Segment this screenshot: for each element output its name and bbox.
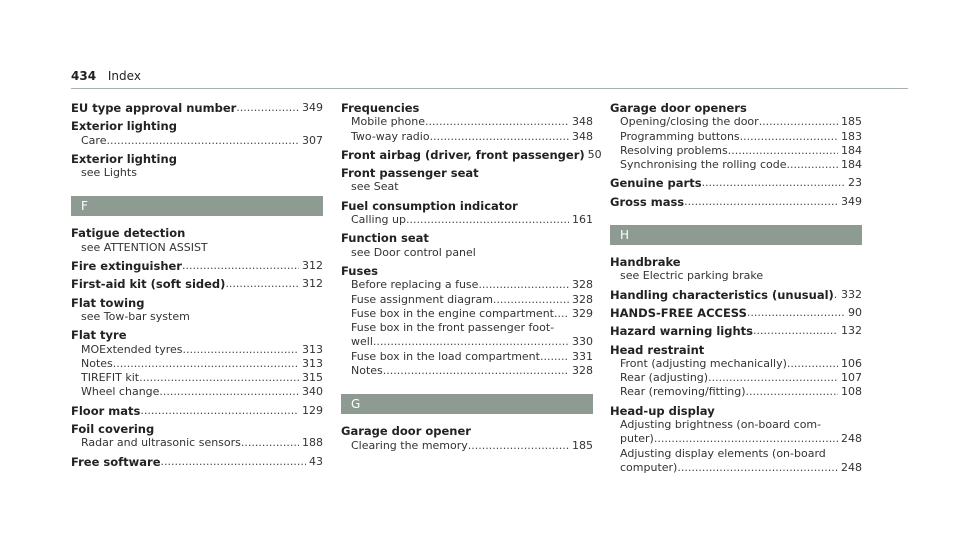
dot-leader (654, 432, 838, 446)
sub-entry[interactable] (71, 436, 323, 450)
index-term: EU type approval number (71, 101, 237, 115)
entry-gap (341, 453, 593, 457)
index-term: Free software (71, 454, 161, 469)
dot-leader (159, 385, 299, 399)
index-term: Fuses (341, 263, 378, 278)
index-entry (610, 101, 862, 172)
sub-entry-text: Front (adjusting mechanically) (620, 356, 787, 370)
index-entry (71, 277, 323, 291)
index-entry (71, 328, 323, 399)
sub-entry[interactable] (71, 343, 323, 357)
index-entry (71, 101, 323, 115)
index-entry (71, 119, 323, 148)
sub-entry-text: Synchronising the rolling code (620, 158, 787, 172)
sub-entry-text: Before replacing a fuse (351, 278, 479, 292)
index-entry-heading[interactable] (71, 328, 323, 342)
entry-gap (71, 180, 323, 184)
dot-leader (430, 130, 569, 144)
sub-entry[interactable] (71, 385, 323, 399)
index-column-3 (610, 101, 862, 479)
index-entry (610, 306, 862, 320)
dot-leader (747, 306, 845, 320)
sub-entry-text: computer) (620, 460, 678, 474)
page-ref: 106 (841, 356, 862, 370)
sub-entry-text: Rear (adjusting) (620, 371, 709, 385)
index-term: Fuel consumption indicator (341, 198, 518, 213)
index-entry-heading[interactable] (610, 195, 862, 209)
sub-entry-text: puter) (620, 432, 654, 446)
index-entry-heading[interactable] (610, 176, 862, 190)
page-ref: 313 (302, 356, 323, 370)
index-column-2 (341, 101, 602, 457)
sub-entry[interactable] (341, 335, 593, 349)
see-reference[interactable]: see Tow-bar system (81, 309, 190, 323)
index-term: Head restraint (610, 342, 705, 357)
index-entry (71, 226, 323, 255)
sub-entry-wrapped-line: Fuse box in the front passenger foot- (351, 321, 555, 335)
page-ref: 328 (572, 278, 593, 292)
index-entry-heading[interactable] (71, 119, 323, 133)
index-entry-heading[interactable] (610, 324, 862, 338)
index-entry (610, 324, 862, 338)
index-term: Front airbag (driver, front passenger) (341, 147, 585, 162)
dot-leader (540, 350, 569, 364)
index-entry-heading[interactable] (71, 226, 323, 240)
page-number: 434 (71, 69, 97, 83)
page-ref: 312 (302, 277, 323, 291)
sub-entry-text: Wheel change (81, 385, 160, 399)
page-ref: 313 (302, 342, 323, 356)
sub-entry[interactable] (341, 278, 593, 292)
dot-leader (236, 101, 299, 115)
dot-leader (182, 259, 299, 273)
sub-entry[interactable] (71, 134, 323, 148)
index-entry (341, 199, 593, 228)
index-entry-heading[interactable] (71, 404, 323, 418)
sub-entry-wrapped-line: Adjusting brightness (on-board com- (620, 418, 822, 432)
see-reference[interactable]: see Door control panel (351, 245, 476, 259)
sub-entry[interactable] (610, 371, 862, 385)
entry-gap (341, 378, 593, 382)
page-ref: 312 (302, 259, 323, 273)
index-entry-heading[interactable] (341, 231, 593, 245)
sub-entry[interactable] (341, 350, 593, 364)
sub-entry[interactable] (341, 364, 593, 378)
see-reference[interactable]: see Seat (351, 180, 399, 194)
dot-leader (106, 134, 299, 148)
dot-leader (702, 176, 845, 190)
page-ref: 328 (572, 292, 593, 306)
header-title: Index (107, 69, 141, 83)
page-ref: 348 (572, 129, 593, 143)
page-ref: 248 (841, 460, 862, 474)
sub-entry[interactable] (610, 130, 862, 144)
sub-entry-text: Clearing the memory (351, 438, 468, 452)
sub-entry-wrapped-line: Adjusting display elements (on-board (620, 446, 826, 460)
see-reference[interactable]: see Lights (81, 166, 137, 180)
dot-leader (493, 293, 569, 307)
page-ref: 161 (572, 213, 593, 227)
index-entry-heading[interactable] (341, 147, 602, 162)
index-entry-heading[interactable] (610, 306, 862, 320)
index-term: Flat tyre (71, 328, 127, 343)
index-column-1 (71, 101, 323, 473)
sub-entry[interactable] (610, 158, 862, 172)
page-ref: 349 (841, 194, 862, 208)
sub-entry[interactable] (71, 357, 323, 371)
dot-leader (161, 455, 307, 469)
letter-heading-h: H (610, 225, 862, 245)
sub-entry-text: Fuse assignment diagram (351, 292, 493, 306)
index-entry (610, 176, 862, 190)
page-ref: 43 (309, 454, 323, 468)
page-ref: 349 (302, 101, 323, 114)
page-ref: 184 (841, 143, 862, 157)
dot-leader (478, 278, 569, 292)
page-ref: 315 (302, 371, 323, 385)
index-term: Frequencies (341, 101, 420, 115)
dot-leader (406, 213, 569, 227)
page-ref: 107 (841, 371, 862, 385)
page-ref: 307 (302, 133, 323, 147)
index-term: Exterior lighting (71, 151, 177, 166)
header-rule (71, 88, 908, 89)
dot-leader (373, 335, 569, 349)
sub-entry-text: Notes (81, 356, 113, 370)
index-term: Handbrake (610, 255, 681, 270)
sub-entry-text: Radar and ultrasonic sensors (81, 436, 241, 450)
page-ref: 331 (572, 349, 593, 363)
index-entry (71, 404, 323, 418)
index-entry (341, 231, 593, 260)
sub-entry-text: Care (81, 133, 107, 147)
page-ref: 185 (841, 115, 862, 129)
index-entry-heading[interactable] (341, 166, 593, 180)
page-ref: 108 (841, 385, 862, 399)
index-entry (71, 422, 323, 451)
page-header (71, 69, 141, 83)
sub-entry-text: Two-way radio (351, 129, 430, 143)
dot-leader (383, 364, 569, 378)
sub-entry[interactable] (610, 144, 862, 158)
entry-gap (610, 475, 862, 479)
index-entry (610, 343, 862, 400)
sub-entry[interactable] (341, 293, 593, 307)
index-entry (610, 288, 862, 302)
sub-entry-text: Rear (removing/fitting) (620, 385, 746, 399)
page-ref: 248 (841, 432, 862, 446)
index-entry (71, 152, 323, 181)
dot-leader (139, 371, 299, 385)
index-term: Foil covering (71, 422, 155, 437)
page-ref: 183 (841, 129, 862, 143)
dot-leader (225, 277, 299, 291)
index-entry-heading[interactable] (71, 259, 323, 273)
index-term: Front passenger seat (341, 166, 479, 181)
sub-entry-text: Opening/closing the door (620, 115, 759, 129)
index-entry (610, 195, 862, 209)
dot-leader (140, 404, 299, 418)
index-term: Genuine parts (610, 176, 702, 191)
index-entry-heading[interactable] (71, 296, 323, 310)
page-ref: 90 (848, 305, 862, 319)
index-entry-heading[interactable] (610, 288, 862, 302)
index-term: Floor mats (71, 403, 141, 418)
dot-leader (113, 357, 299, 371)
sub-entry[interactable] (341, 213, 593, 227)
index-term: Handling characteristics (unusual) (610, 287, 834, 302)
index-entry (71, 259, 323, 273)
index-entry-heading[interactable] (71, 277, 323, 291)
index-term: Function seat (341, 231, 429, 246)
index-entry (610, 404, 862, 475)
dot-leader (241, 436, 299, 450)
dot-leader (746, 385, 838, 399)
page-ref: 329 (572, 306, 593, 320)
dot-leader (554, 307, 569, 321)
sub-entry[interactable] (610, 432, 862, 446)
sub-entry-text: Notes (351, 364, 383, 378)
dot-leader (740, 130, 838, 144)
sub-entry[interactable] (341, 130, 593, 144)
page-ref: 185 (572, 438, 593, 452)
index-entry-heading[interactable] (71, 422, 323, 436)
index-term: HANDS-FREE ACCESS (610, 305, 747, 320)
page-ref: 184 (841, 158, 862, 172)
sub-entry[interactable] (610, 461, 862, 475)
index-entry-heading[interactable] (610, 255, 862, 269)
dot-leader (183, 343, 300, 357)
sub-entry[interactable] (71, 371, 323, 385)
entry-gap (610, 209, 862, 213)
index-entry (341, 264, 593, 378)
sub-entry-text: Programming buttons (620, 129, 740, 143)
dot-leader (728, 144, 838, 158)
see-reference[interactable]: see Electric parking brake (620, 269, 764, 283)
page-ref: 50 (587, 147, 602, 161)
index-entry-heading[interactable] (71, 101, 323, 115)
sub-entry[interactable] (341, 439, 593, 453)
index-entry-heading[interactable] (71, 152, 323, 166)
index-term: Garage door openers (610, 101, 747, 115)
dot-leader (759, 115, 838, 129)
sub-entry[interactable] (610, 357, 862, 371)
index-entry-heading[interactable] (610, 343, 862, 357)
dot-leader (787, 357, 838, 371)
index-term: First-aid kit (soft sided) (71, 277, 226, 292)
dot-leader (708, 371, 838, 385)
sub-entry-text: Calling up (351, 213, 406, 227)
index-term: Garage door opener (341, 424, 471, 439)
index-entry (71, 455, 323, 469)
sub-entry-text: Mobile phone (351, 115, 426, 129)
sub-entry-text: Fuse box in the load compartment (351, 349, 540, 363)
page-ref: 328 (572, 364, 593, 378)
index-entry (341, 424, 593, 453)
index-entry (610, 255, 862, 284)
sub-entry[interactable] (341, 307, 593, 321)
index-entry (341, 101, 593, 144)
dot-leader (468, 439, 569, 453)
index-entry-heading[interactable] (610, 101, 862, 115)
sub-entry-text: MOExtended tyres (81, 342, 183, 356)
index-term: Flat towing (71, 295, 145, 310)
sub-entry[interactable] (610, 115, 862, 129)
index-entry (71, 296, 323, 325)
index-entry-heading[interactable] (341, 424, 593, 438)
entry-gap (71, 469, 323, 473)
sub-entry[interactable] (341, 115, 593, 129)
sub-entry-text: TIREFIT kit (81, 371, 140, 385)
page-ref: 340 (302, 385, 323, 399)
index-term: Gross mass (610, 194, 685, 209)
index-entry (341, 166, 593, 195)
page-ref: 132 (841, 324, 862, 338)
index-entry-heading[interactable] (71, 455, 323, 469)
index-entry-heading[interactable] (341, 264, 593, 278)
page-ref: 129 (302, 403, 323, 417)
sub-entry-text: Resolving problems (620, 143, 728, 157)
page-ref: 332 (841, 287, 862, 301)
dot-leader (425, 115, 569, 129)
dot-leader (684, 195, 838, 209)
index-term: Hazard warning lights (610, 324, 753, 339)
dot-leader (753, 324, 838, 338)
page-ref: 188 (302, 436, 323, 450)
dot-leader (786, 158, 838, 172)
index-term: Fatigue detection (71, 226, 186, 241)
letter-heading-f: F (71, 196, 323, 216)
page-ref: 348 (572, 115, 593, 129)
page-ref: 330 (572, 335, 593, 349)
index-entry (341, 147, 602, 162)
index-term: Fire extinguisher (71, 259, 182, 274)
see-reference[interactable]: see ATTENTION ASSIST (81, 240, 208, 254)
sub-entry-text: well (351, 335, 373, 349)
index-term: Exterior lighting (71, 119, 177, 134)
letter-heading-g: G (341, 394, 593, 414)
sub-entry[interactable] (610, 385, 862, 399)
index-term: Head-up display (610, 403, 715, 418)
index-entry-heading[interactable] (341, 199, 593, 213)
index-entry-heading[interactable] (610, 404, 862, 418)
index-entry-heading[interactable] (341, 101, 593, 115)
page-ref: 23 (848, 176, 862, 190)
sub-entry-text: Fuse box in the engine compartment (351, 306, 554, 320)
dot-leader (677, 461, 838, 475)
